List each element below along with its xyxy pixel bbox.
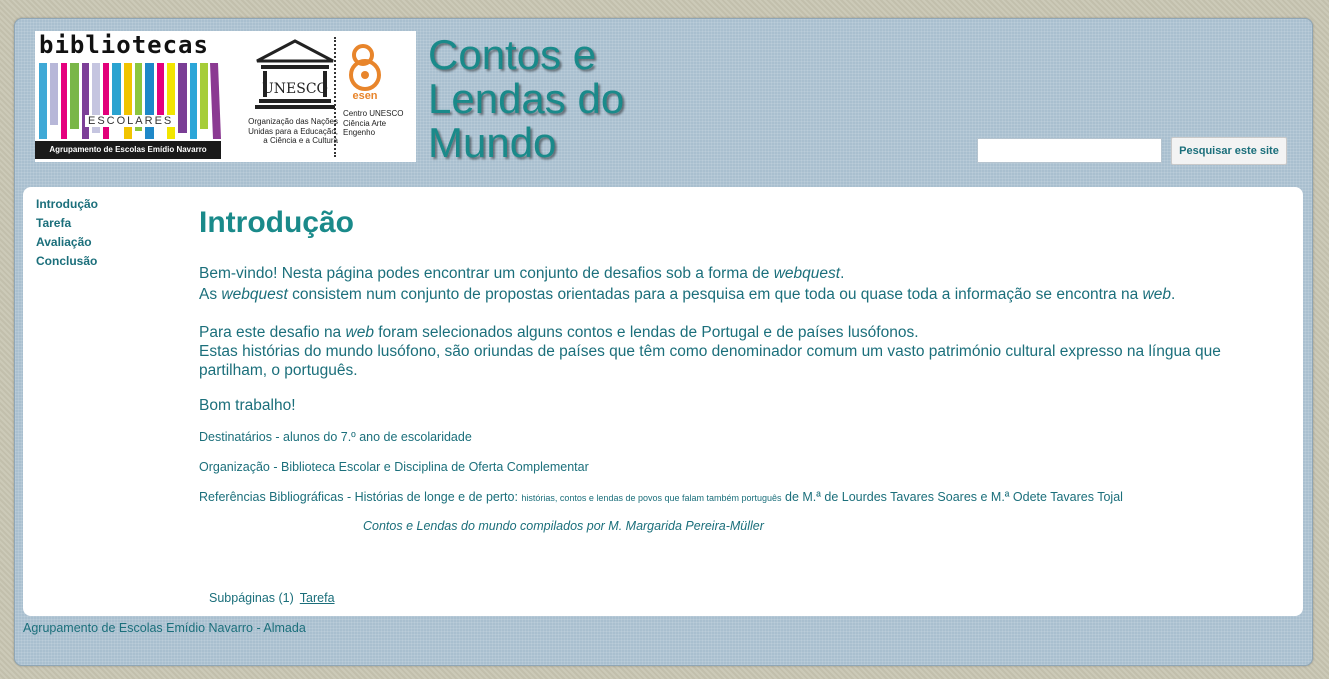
subpages [209, 591, 335, 605]
header-logo [35, 31, 416, 162]
esen-description: Centro UNESCO Ciência Arte Engenho [343, 109, 404, 137]
unesco-logo [243, 39, 339, 159]
page-frame [14, 18, 1313, 666]
esen-word: esen [352, 90, 378, 102]
organizacao-text: Organização - Biblioteca Escolar e Disciplina de Oferta Complementar [199, 460, 589, 474]
page-content [199, 205, 1289, 534]
intro-paragraph-2: As webquest consistem num conjunto de propostas orientadas para a pesquisa em que toda ou quase toda a informação se encontra na web. [199, 286, 1176, 303]
referencias-text-2: Contos e Lendas do mundo compilados por M. Margarida Pereira-Müller [363, 519, 764, 533]
esen-icon [343, 43, 393, 103]
intro-paragraph-1: Bem-vindo! Nesta página podes encontrar um conjunto de desafios sob a forma de webquest. [199, 265, 845, 282]
unesco-word: UNESCO [261, 81, 329, 97]
bibliotecas-logo-text: bibliotecas [39, 31, 209, 59]
logo-divider [334, 37, 336, 157]
sidebar-item-introducao[interactable]: Introdução [36, 197, 98, 211]
books-icon [39, 63, 221, 139]
escolares-label: ESCOLARES [85, 115, 176, 127]
sidebar-nav [36, 195, 98, 271]
referencias-text: Referências Bibliográficas - Histórias de longe e de perto: histórias, contos e lendas de povos que falam também português de M.ª de Lourdes Tavares Soares e M.ª Odete Tavares Tojal [199, 490, 1123, 504]
main-panel [23, 187, 1303, 616]
sidebar-item-conclusao[interactable]: Conclusão [36, 254, 98, 268]
search-button[interactable]: Pesquisar este site [1171, 137, 1287, 165]
good-work-text: Bom trabalho! [199, 397, 296, 414]
page-title: Introdução [199, 206, 354, 239]
unesco-description: Organização das Nações Unidas para a Educação, a Ciência e a Cultura [248, 117, 338, 145]
intro-paragraph-4: Estas histórias do mundo lusófono, são oriundas de países que têm como denominador comum um vasto património cultural expresso na língua que partilham, o português. [199, 343, 1221, 379]
subpage-link-tarefa[interactable]: Tarefa [299, 591, 335, 605]
destinatarios-text: Destinatários - alunos do 7.º ano de escolaridade [199, 430, 472, 444]
site-title[interactable]: Contos e Lendas do Mundo [428, 31, 625, 166]
search-input[interactable] [977, 138, 1162, 163]
esen-logo [341, 43, 413, 159]
agrupamento-banner: Agrupamento de Escolas Emídio Navarro [35, 141, 221, 159]
intro-paragraph-3: Para este desafio na web foram selecionados alguns contos e lendas de Portugal e de países lusófonos. [199, 324, 919, 341]
sidebar-item-tarefa[interactable]: Tarefa [36, 216, 72, 230]
unesco-temple-icon [255, 39, 335, 111]
sidebar-item-avaliacao[interactable]: Avaliação [36, 235, 92, 249]
footer-text: Agrupamento de Escolas Emídio Navarro - Almada [23, 621, 306, 635]
subpages-label: Subpáginas (1) [209, 591, 294, 605]
